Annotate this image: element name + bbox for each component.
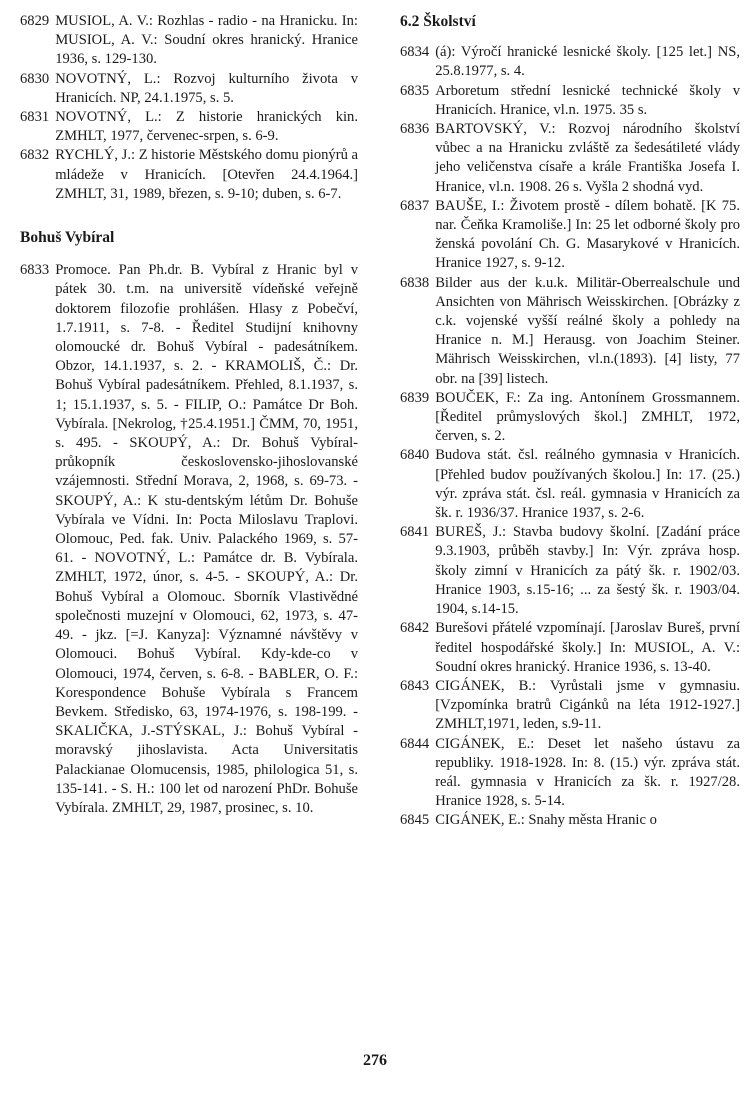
entry-number: 6835	[400, 82, 430, 99]
right-column	[400, 12, 740, 831]
entry-text: Burešovi přátelé vzpomínají. [Jaroslav Bureš, první ředitel hospodářské školy.] In: MUSIOL, A. V.: Soudní okres hranický. Hranice 1936, s. 13-40.	[435, 620, 740, 675]
entry-text: (á): Výročí hranické lesnické školy. [125 let.] NS, 25.8.1977, s. 4.	[435, 44, 740, 80]
entry-number: 6843	[400, 677, 430, 694]
bibliography-entry	[400, 274, 740, 389]
entry-text: BUREŠ, J.: Stavba budovy školní. [Zadání práce 9.3.1903, průběh stavby.] In: Výr. zpráva hosp. školy zimní v Hranicích za pátý šk. r. 1902/03. Hranice 1903, s.15-16; ... za šestý šk. r. 1903/04. 1904, s.14-15.	[435, 524, 740, 618]
entry-text: BARTOVSKÝ, V.: Rozvoj národního školství vůbec a na Hranicku zvláště za šedesátileté vlády jeho veličenstva císaře a krále Františka Josefa I. Hranice, vl.n. 1908. 26 s. Vyšla 2 shodná vyd.	[435, 121, 740, 195]
bibliography-entry	[20, 108, 358, 146]
entry-number: 6831	[20, 109, 50, 126]
entry-text: Arboretum střední lesnické technické školy v Hranicích. Hranice, vl.n. 1975. 35 s.	[435, 82, 740, 118]
entry-number: 6834	[400, 44, 430, 61]
bibliography-entry	[20, 70, 358, 108]
entry-list-top	[20, 12, 358, 204]
section-heading-bohus-vybiral: Bohuš Vybíral	[20, 229, 115, 247]
bibliography-entry	[400, 677, 740, 735]
entry-number: 6837	[400, 197, 430, 214]
entry-text: CIGÁNEK, E.: Deset let našeho ústavu za republiky. 1918-1928. In: 8. (15.) výr. zpráva stát. reál. gymnasia v Hranicích za šk. r. 1927/28. Hranice 1928, s. 5-14.	[435, 735, 740, 810]
entry-text: BAUŠE, I.: Životem prostě - dílem bohatě. [K 75. nar. Čeňka Kramoliše.] In: 25 let odborné školy pro ženská povolání Ch. G. Masarykové v Hranicích. Hranice 1927, s. 9-12.	[435, 197, 740, 272]
entry-text: BOUČEK, F.: Za ing. Antonínem Grossmannem. [Ředitel průmyslových škol.] ZMHLT, 1972, červen, s. 2.	[435, 389, 740, 445]
entry-number: 6839	[400, 389, 430, 406]
entry-number: 6832	[20, 147, 50, 164]
entry-number: 6833	[20, 262, 50, 279]
entry-number: 6836	[400, 121, 430, 138]
entry-list	[400, 43, 740, 830]
entry-number: 6840	[400, 447, 430, 464]
entry-list-bottom	[20, 261, 358, 818]
entry-number: 6841	[400, 524, 430, 541]
entry-number: 6830	[20, 70, 50, 87]
entry-text: CIGÁNEK, B.: Vyrůstali jsme v gymnasiu. [Vzpomínka bratrů Cigánků na léta 1912-1927.] ZMHLT,1971, leden, s.9-11.	[435, 677, 740, 733]
bibliography-entry	[400, 523, 740, 619]
page-number: 276	[363, 1052, 387, 1069]
entry-text: MUSIOL, A. V.: Rozhlas - radio - na Hranicku. In: MUSIOL, A. V.: Soudní okres hranický. Hranice 1936, s. 129-130.	[55, 13, 358, 68]
bibliography-entry	[400, 197, 740, 274]
entry-text: NOVOTNÝ, L.: Z historie hranických kin. ZMHLT, 1977, červenec-srpen, s. 6-9.	[55, 109, 358, 145]
bibliography-entry	[20, 12, 358, 70]
bibliography-entry	[400, 120, 740, 197]
entry-text: CIGÁNEK, E.: Snahy města Hranic o	[435, 812, 657, 829]
bibliography-entry	[400, 619, 740, 677]
bibliography-entry	[20, 146, 358, 204]
entry-text: Bilder aus der k.u.k. Militär-Oberrealschule und Ansichten von Mährisch Weisskirchen. [Obrázky z c.k. vojenské vyšší reálné školy a pohledy na Hranice n. M.] Herausg. von Joachim Steiner. Mährisch Weisskirchen, vl.n.(1893). [4] listy, 77 obr. na [39] listech.	[435, 274, 740, 387]
bibliography-entry	[400, 735, 740, 812]
entry-text: Budova stát. čsl. reálného gymnasia v Hranicích. [Přehled budov používaných školou.] In: 17. (25.) výr. zpráva stát. čsl. reál. gymnasia v Hranicích za šk. r. 1936/37. Hranice 1937, s. 2-6.	[435, 447, 740, 522]
entry-number: 6845	[400, 812, 430, 829]
bibliography-entry	[400, 43, 740, 81]
bibliography-entry	[400, 82, 740, 120]
entry-number: 6844	[400, 735, 430, 752]
left-column	[20, 12, 358, 818]
bibliography-entry	[400, 446, 740, 523]
entry-number: 6838	[400, 274, 430, 291]
bibliography-entry	[400, 389, 740, 447]
entry-text: Promoce. Pan Ph.dr. B. Vybíral z Hranic byl v pátek 30. t.m. na universitě vídeňské veřejně doktorem filozofie prohlášen. Hlasy z Pobečví, 1.7.1911, s. 7-8. - Ředitel Studijní knihovny olomoucké dr. Bohuš Vybíral - padesátníkem. Obzor, 14.1.1937, s. 2. - KRAMOLIŠ, Č.: Dr. Bohuš Vybíral padesátníkem. Přehled, 8.1.1937, s. 1; 15.1.1937, s. 5. - FILIP, O.: Památce Dr Boh. Vybírala. [Nekrolog, †25.4.1951.] ČMM, 70, 1951, s. 495. - SKOUPÝ, A.: Dr. Bohuš Vybíral-průkopník československo-jihoslovanské vzájemnosti. Střední Morava, 2, 1968, s. 69-73. - SKOUPÝ, A.: K stu-dentským létům Dr. Bohuše Vybírala ve Vídni. In: Pocta Miloslavu Traplovi. Olomouc, Ped. fak. Univ. Palackého 1969, s. 57-61. - NOVOTNÝ, L.: Památce dr. B. Vybírala. ZMHLT, 1972, únor, s. 4-5. - SKOUPÝ, A.: Dr. Bohuš Vybíral a Olomouc. Sborník Vlastivědné společnosti muzejní v Olomouci, 62, 1973, s. 47-49. - jkz. [=J. Kanyza]: Významné návštěvy v Olomouci. Bohuš Vybíral. Kdy-kde-co v Olomouci, 1974, červen, s. 6-8. - BABLER, O. F.: Korespondence Bohuše Vybírala s Francem Bevkem. Středisko, 63, 1974-1976, s. 198-199. - SKALIČKA, J.-STÝSKAL, J.: Bohuš Vybíral - moravský jihoslavista. Acta Universitatis Palackianae Olomucensis, 1985, philologica 51, s. 135-141. - S. H.: 100 let od narození PhDr. Bohuše Vybírala. ZMHLT, 29, 1987, prosinec, s. 10.	[55, 262, 358, 816]
bibliography-entry	[400, 811, 740, 830]
section-title-skolstvi: 6.2 Školství	[400, 13, 476, 30]
entry-number: 6829	[20, 13, 50, 29]
entry-text: NOVOTNÝ, L.: Rozvoj kulturního života v Hranicích. NP, 24.1.1975, s. 5.	[55, 70, 358, 106]
entry-text: RYCHLÝ, J.: Z historie Městského domu pionýrů a mládeže v Hranicích. [Otevřen 24.4.1964.] ZMHLT, 31, 1989, březen, s. 9-10; duben, s. 6-7.	[55, 147, 358, 202]
entry-number: 6842	[400, 620, 430, 637]
bibliography-entry	[20, 261, 358, 818]
